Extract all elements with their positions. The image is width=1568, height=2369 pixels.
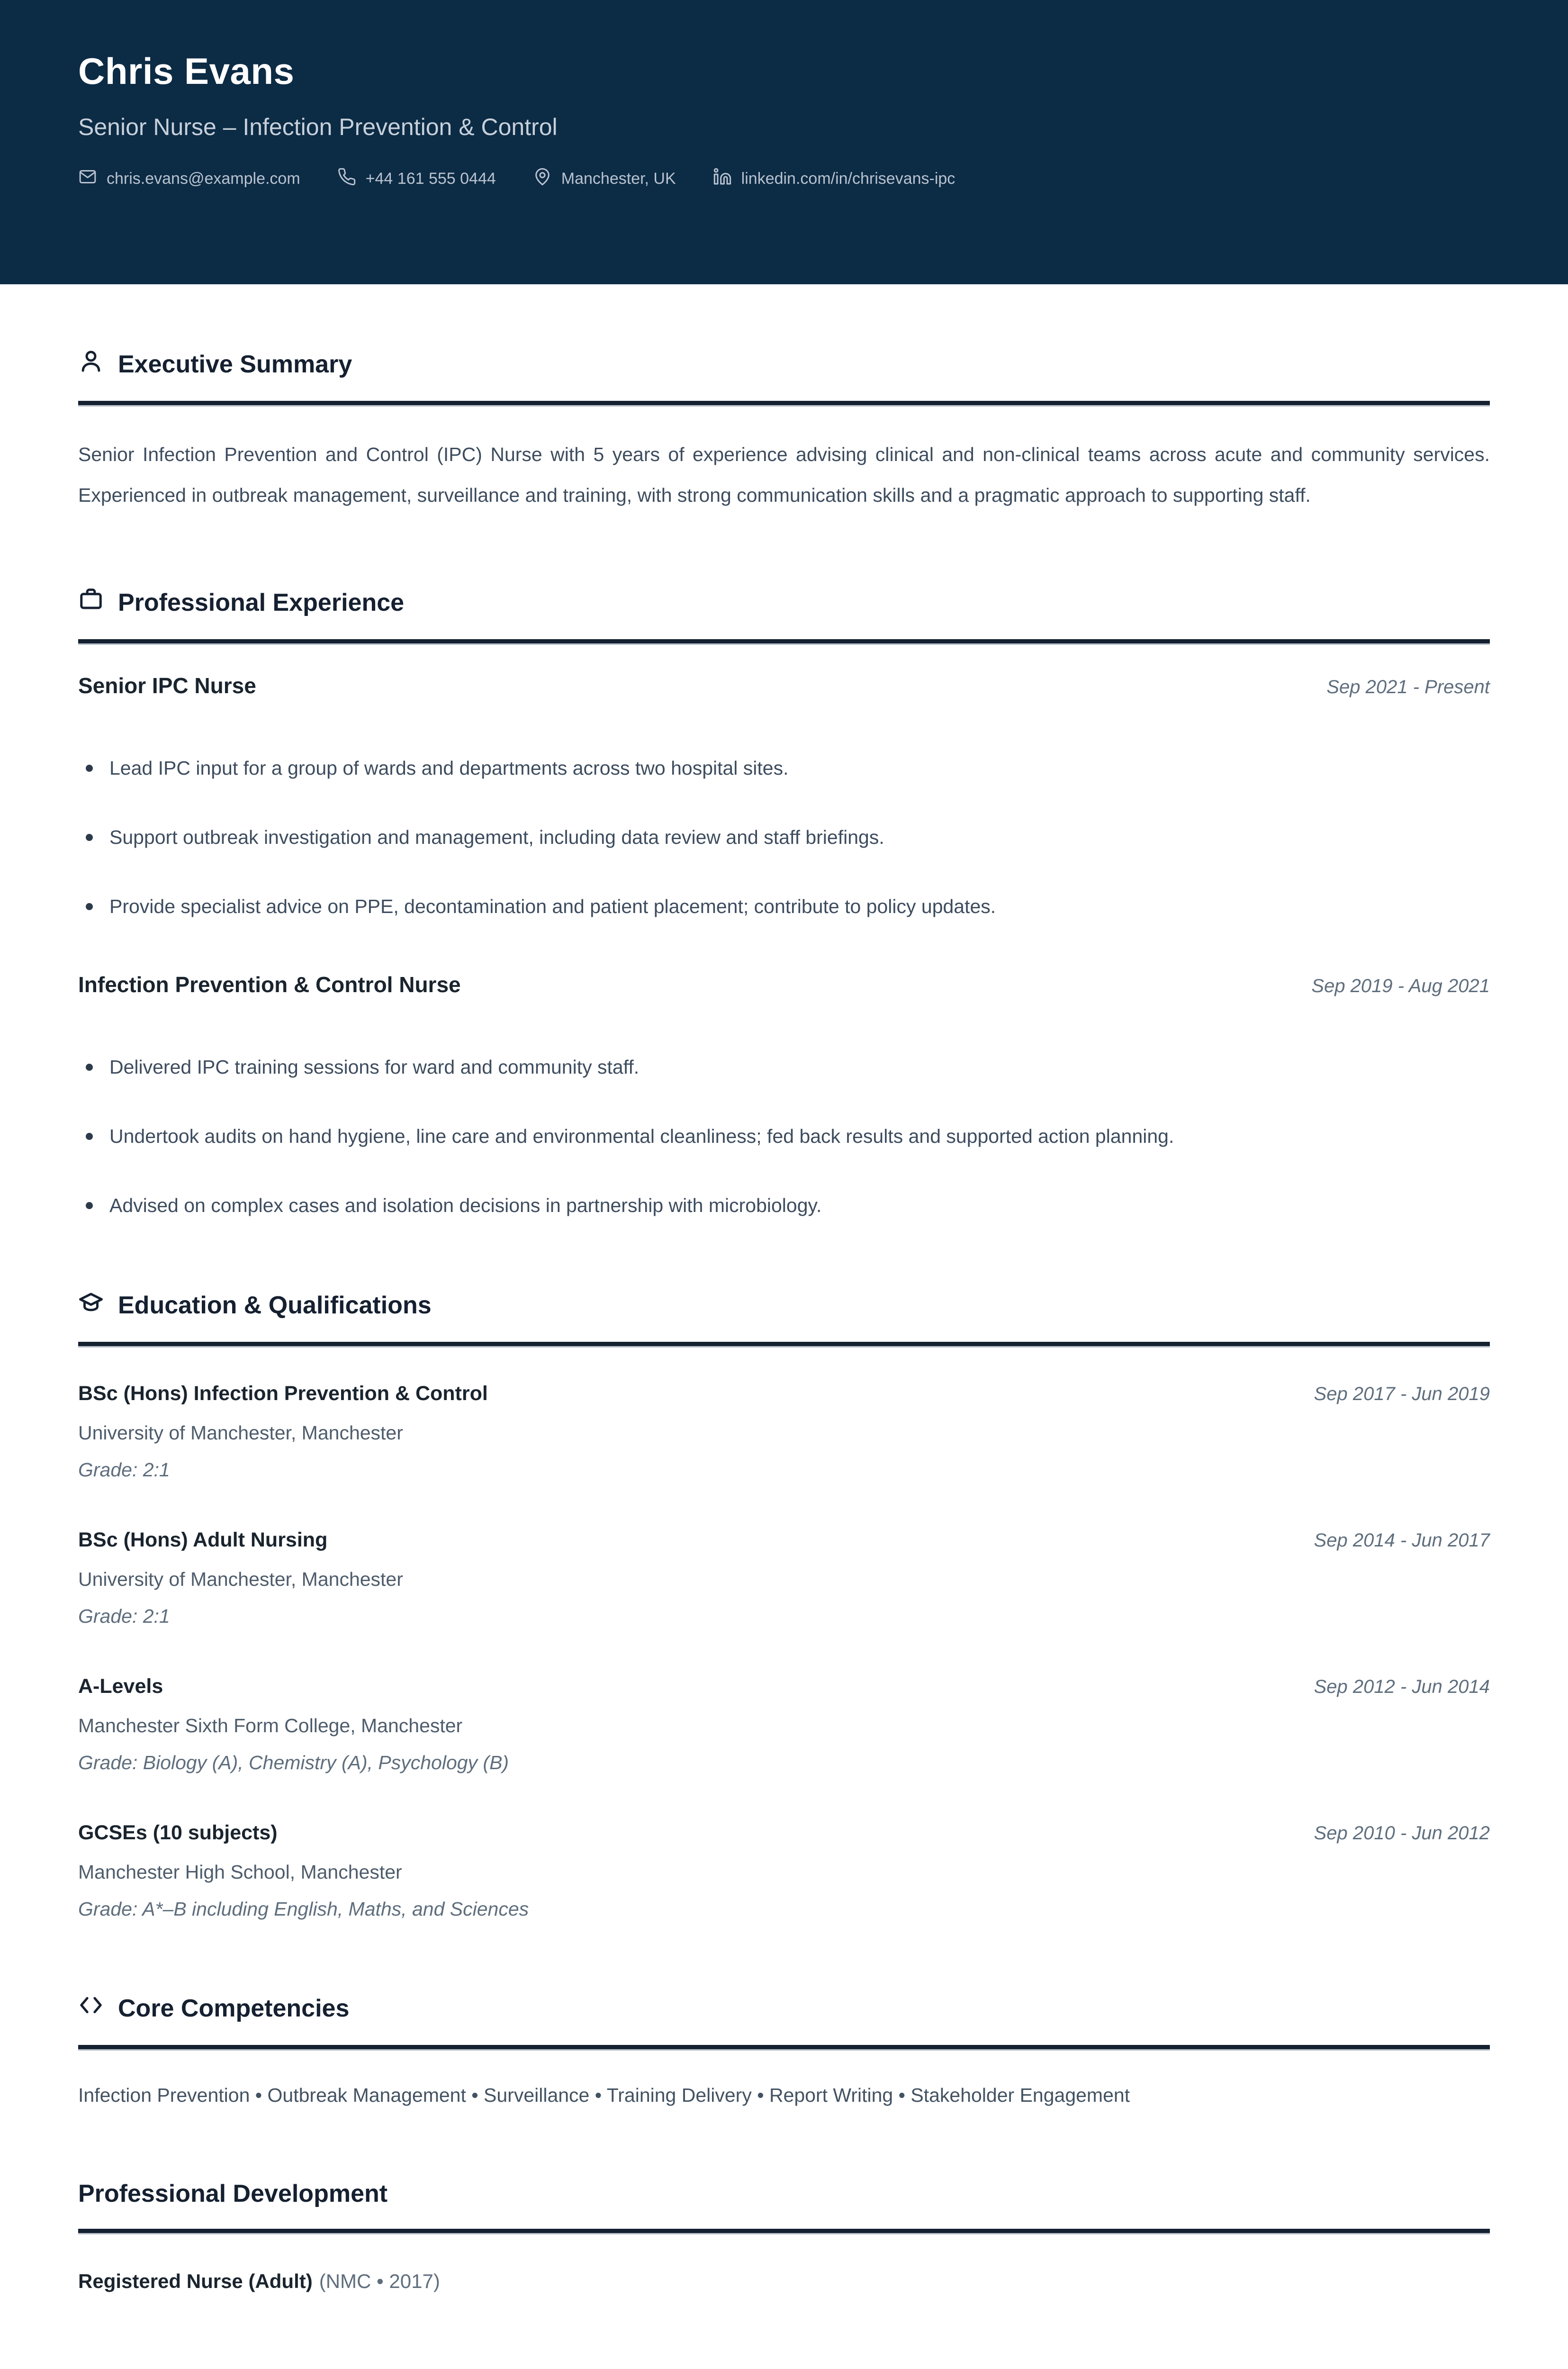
graduation-cap-icon [78,1289,104,1321]
education-institution: University of Manchester, Manchester [78,1422,403,1444]
section-executive-summary [78,348,1490,515]
credential-detail: (NMC • 2017) [319,2270,440,2292]
user-icon [78,348,104,380]
phone-icon [337,167,356,190]
job-title-row [78,672,1490,699]
mail-icon [78,167,97,190]
credential-line [78,2269,1490,2294]
contact-email-text: chris.evans@example.com [107,170,300,188]
section-core-competencies [78,1992,1490,2108]
credential-name: Registered Nurse (Adult) [78,2270,313,2292]
map-pin-icon [533,167,552,190]
resume-body [0,348,1568,2369]
job-bullet-list [78,755,1490,919]
job-entry [78,971,1490,1218]
education-grade: Grade: A*–B including English, Maths, and Sciences [78,1898,529,1920]
job-bullet: Delivered IPC training sessions for ward and community staff. [78,1054,1490,1080]
professional-development-heading-row [78,2179,1490,2208]
job-title: Infection Prevention & Control Nurse [78,972,461,997]
core-competencies-heading-row [78,1992,1490,2024]
section-professional-experience [78,587,1490,1218]
job-bullet: Undertook audits on hand hygiene, line care and environmental cleanliness; fed back results and supported action planning. [78,1123,1490,1149]
section-divider [78,639,1490,645]
job-bullet: Lead IPC input for a group of wards and departments across two hospital sites. [78,755,1490,781]
section-title: Executive Summary [118,350,352,378]
education-dates: Sep 2017 - Jun 2019 [1314,1383,1490,1404]
education-grade: Grade: 2:1 [78,1459,170,1481]
contact-location [533,167,676,190]
job-entry [78,672,1490,919]
education-title-row [78,1820,1490,1845]
education-institution: Manchester High School, Manchester [78,1861,402,1883]
contact-linkedin [713,167,955,190]
section-professional-development [78,2179,1490,2294]
contact-linkedin-text: linkedin.com/in/chrisevans-ipc [741,170,955,188]
contact-email [78,167,300,190]
section-title: Professional Experience [118,588,405,616]
executive-summary-heading-row [78,348,1490,380]
education-title: BSc (Hons) Infection Prevention & Control [78,1382,488,1405]
job-bullet: Provide specialist advice on PPE, decontamination and patient placement; contribute to policy updates. [78,894,1490,919]
section-education [78,1289,1490,1921]
section-title: Professional Development [78,2180,388,2207]
education-institution: University of Manchester, Manchester [78,1568,403,1590]
education-title: GCSEs (10 subjects) [78,1821,278,1844]
competencies-list: Infection Prevention • Outbreak Management • Surveillance • Training Delivery • Report Writing • Stakeholder Engagement [78,2084,1130,2106]
education-title-row [78,1381,1490,1406]
job-title: Senior IPC Nurse [78,673,256,698]
education-heading-row [78,1289,1490,1321]
bottom-spacer [78,2294,1490,2369]
job-dates: Sep 2019 - Aug 2021 [1311,976,1490,996]
executive-summary-paragraph: Senior Infection Prevention and Control (IPC) Nurse with 5 years of experience advising clinical and non-clinical teams across acute and community services. Experienced in outbreak management, surveillance and training, with strong communication skills and a pragmatic approach to supporting staff. [78,443,1490,506]
education-entry [78,1527,1490,1628]
header-banner [0,0,1568,284]
education-entry [78,1673,1490,1775]
education-dates: Sep 2014 - Jun 2017 [1314,1530,1490,1551]
job-title-row [78,971,1490,998]
education-title: A-Levels [78,1675,163,1698]
education-entry [78,1820,1490,1921]
contact-location-text: Manchester, UK [561,170,676,188]
education-title-row [78,1673,1490,1699]
section-title: Education & Qualifications [118,1291,432,1319]
job-bullet: Advised on complex cases and isolation decisions in partnership with microbiology. [78,1193,1490,1218]
education-institution: Manchester Sixth Form College, Manchester [78,1715,463,1736]
education-dates: Sep 2010 - Jun 2012 [1314,1823,1490,1844]
professional-experience-heading-row [78,587,1490,618]
contact-phone-text: +44 161 555 0444 [365,170,496,188]
education-grade: Grade: 2:1 [78,1605,170,1627]
education-dates: Sep 2012 - Jun 2014 [1314,1676,1490,1697]
section-divider [78,1342,1490,1347]
job-dates: Sep 2021 - Present [1326,677,1490,697]
section-divider [78,401,1490,407]
job-bullet-list [78,1054,1490,1218]
education-grade: Grade: Biology (A), Chemistry (A), Psychology (B) [78,1752,509,1773]
contact-phone [337,167,496,190]
section-divider [78,2045,1490,2051]
person-job-title: Senior Nurse – Infection Prevention & Control [78,114,558,140]
section-divider [78,2229,1490,2234]
education-entry [78,1381,1490,1482]
education-title: BSc (Hons) Adult Nursing [78,1528,328,1551]
contact-row [78,167,1490,190]
code-icon [78,1992,104,2024]
linkedin-icon [713,167,732,190]
person-name: Chris Evans [78,50,295,92]
briefcase-icon [78,587,104,618]
education-title-row [78,1527,1490,1553]
job-bullet: Support outbreak investigation and management, including data review and staff briefings. [78,824,1490,850]
section-title: Core Competencies [118,1994,350,2022]
